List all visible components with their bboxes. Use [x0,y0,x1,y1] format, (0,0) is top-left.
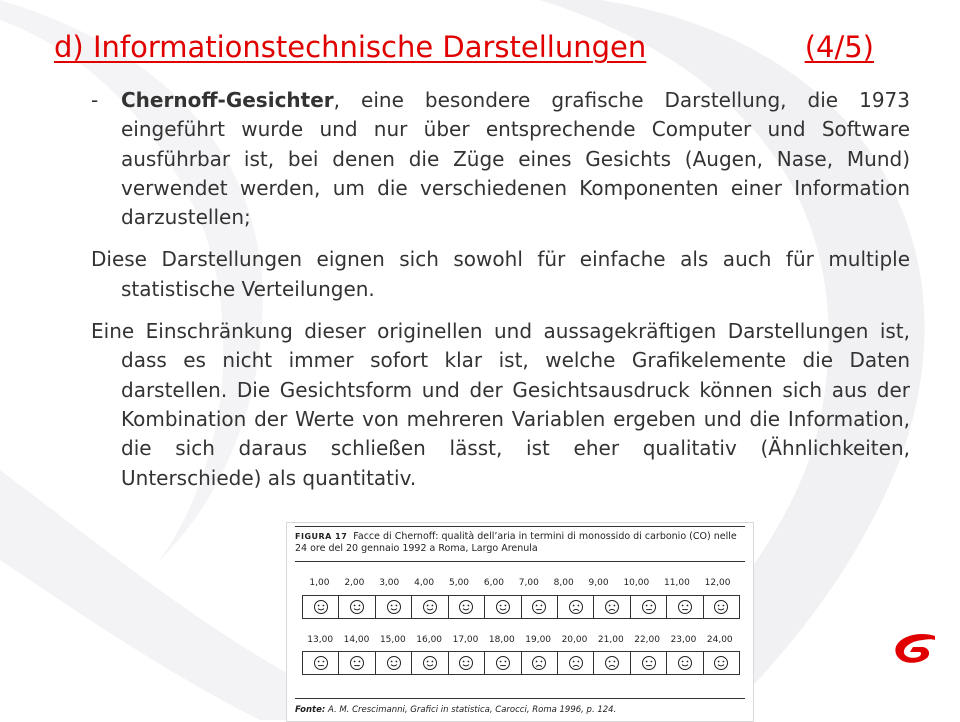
face-cell [704,596,739,618]
chernoff-face-icon [495,655,511,671]
face-cell [412,596,448,618]
figure-rule-caption [295,561,745,562]
chernoff-face-icon [349,599,365,615]
face-cell [667,596,703,618]
source-label: Fonte: [295,705,326,715]
face-cell [704,652,739,674]
chernoff-face-icon [713,599,729,615]
slide-title-text: d) Informationstechnische Darstellungen [54,30,647,64]
chernoff-face-icon [604,655,620,671]
hour-value: 2,00 [344,578,365,588]
hour-value: 8,00 [553,578,574,588]
chernoff-face-icon [386,655,402,671]
hour-value: 16,00 [416,635,443,645]
bullet-chernoff [91,86,910,232]
face-row-1-values [302,578,738,588]
face-cell [376,596,412,618]
chernoff-face-icon [495,599,511,615]
hour-value: 14,00 [343,635,370,645]
face-cell [522,652,558,674]
chernoff-face-icon [422,655,438,671]
hour-value: 22,00 [634,635,660,645]
chernoff-face-icon [677,599,693,615]
face-cell [558,652,594,674]
source-text: A. M. Crescimanni, Grafici in statistica, Carocci, Roma 1996, p. 124. [327,705,617,715]
hour-value: 11,00 [664,578,690,588]
chernoff-figure [286,522,754,722]
face-cell [303,652,339,674]
chernoff-face-icon [313,599,329,615]
face-cell [339,652,375,674]
hour-value: 21,00 [597,635,624,645]
chernoff-face-icon [641,655,657,671]
paragraph-usage: Diese Darstellungen eignen sich sowohl für einfache als auch für multiple statistische Verteilungen. [91,247,910,301]
face-cell [449,652,485,674]
face-cell [303,596,339,618]
hour-value: 20,00 [561,635,588,645]
hour-value: 9,00 [588,578,609,588]
slide-title [54,30,874,64]
chernoff-face-icon [458,599,474,615]
bullet-description: , eine besondere grafische Darstellung, die 1973 eingeführt wurde und nur über entsprechende Computer und Software ausführbar ist, bei denen die Züge eines Gesichts (Augen, Nase, Mund) verwendet werden, um die verschiedenen Komponenten einer Information darzustellen; [121,88,910,230]
face-row-2 [302,651,740,675]
figure-caption-text: Facce di Chernoff: qualità dell’aria in termini di monossido di carbonio (CO) nelle 24 ore del 20 gennaio 1992 a Roma, Largo Arenula [295,531,737,554]
chernoff-face-icon [313,655,329,671]
figure-caption [295,531,745,555]
chernoff-face-icon [568,655,584,671]
hour-value: 4,00 [414,578,435,588]
hour-value: 23,00 [670,635,697,645]
figure-label: FIGURA 17 [295,532,348,541]
figure-rule-bottom [295,698,745,699]
hour-value: 6,00 [483,578,504,588]
face-cell [631,596,667,618]
face-cell [631,652,667,674]
face-cell [485,652,521,674]
hour-value: 19,00 [525,635,552,645]
hour-value: 3,00 [379,578,400,588]
face-row-2-values [302,635,738,645]
hour-value: 5,00 [448,578,470,588]
face-row-1 [302,595,740,619]
face-cell [558,596,594,618]
bullet-dash: - [91,88,99,112]
chernoff-face-icon [568,599,584,615]
chernoff-face-icon [641,599,657,615]
hour-value: 24,00 [706,635,733,645]
chernoff-face-icon [531,599,547,615]
face-cell [449,596,485,618]
chernoff-face-icon [458,655,474,671]
chernoff-face-icon [422,599,438,615]
company-logo [893,632,937,666]
chernoff-face-icon [604,599,620,615]
hour-value: 13,00 [307,635,334,645]
hour-value: 17,00 [452,635,479,645]
face-cell [376,652,412,674]
face-cell [522,596,558,618]
hour-value: 1,00 [309,578,330,588]
figure-source [295,705,616,715]
face-cell [594,596,630,618]
face-cell [412,652,448,674]
hour-value: 18,00 [488,635,515,645]
chernoff-face-icon [677,655,693,671]
chernoff-face-icon [531,655,547,671]
figure-rule-top [295,526,745,527]
hour-value: 10,00 [623,578,650,588]
chernoff-face-icon [713,655,729,671]
face-cell [485,596,521,618]
slide-body [91,86,910,506]
bullet-term: Chernoff-Gesichter [121,88,334,112]
chernoff-face-icon [386,599,402,615]
hour-value: 12,00 [704,578,731,588]
face-cell [339,596,375,618]
chernoff-face-icon [349,655,365,671]
paragraph-limitation: Eine Einschränkung dieser originellen und aussagekräftigen Darstellungen ist, dass es nicht immer sofort klar ist, welche Grafikelemente die Daten darstellen. Die Gesichtsform und der Gesichtsausdruck können sich aus der Kombination der Werte von mehreren Variablen ergeben und die Information, die sich daraus schließen lässt, ist eher qualitativ (Ähnlichkeiten, Unterschiede) als quantitativ. [91,319,910,490]
hour-value: 15,00 [379,635,406,645]
face-cell [667,652,703,674]
hour-value: 7,00 [518,578,539,588]
face-cell [594,652,630,674]
slide-number: (4/5) [804,30,874,64]
